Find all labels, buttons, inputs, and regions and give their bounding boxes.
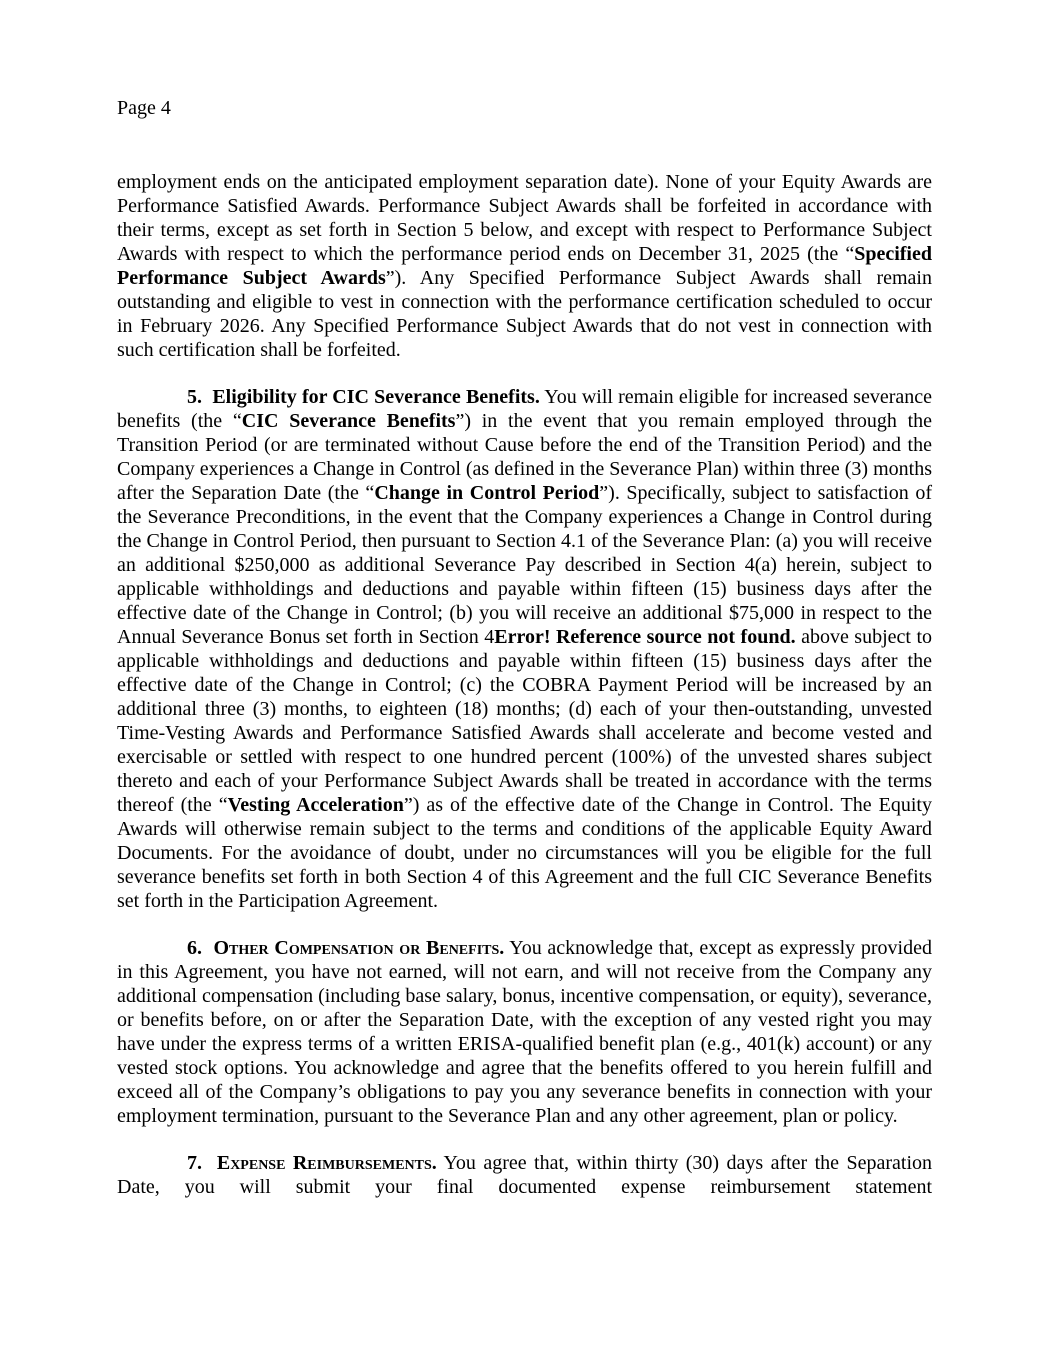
text-run: 7. [187, 1152, 217, 1174]
text-run: You will remain eligible for increased severance benefits (the “ [117, 386, 932, 432]
paragraph-equity-awards-continuation [117, 170, 932, 362]
text-run: You agree that, within thirty (30) days after the Separation Date, you will submit your final documented expense reimbursement statement [117, 1152, 933, 1198]
text-run: above subject to applicable withholdings and deductions and payable within fifteen (15) business days after the effective date of the Change in Control; (c) the COBRA Payment Period will be increased by an additional three (3) months, to eighteen (18) months; (d) each of your then-outstanding, unvested Time-Vesting Awards and Performance Satisfied Awards shall accelerate and become vested and exercisable or settled with respect to one hundred percent (100%) of the unvested shares subject thereto and each of your Performance Subject Awards shall be treated in accordance with the terms thereof (the “ [117, 626, 933, 816]
text-run: Expense Reimbursements. [216, 1152, 437, 1174]
paragraph-section-5-cic-severance-benefits [117, 385, 932, 913]
text-run: 5. Eligibility for CIC Severance Benefits. [187, 386, 540, 408]
document-body [117, 170, 932, 1199]
text-run: employment ends on the anticipated employment separation date). None of your Equity Awards are Performance Satisfied Awards. Performance Subject Awards shall be forfeited in accordance with their terms, except as set forth in Section 5 below, and except with respect to Performance Subject Awards with respect to which the performance period ends on December 31, 2025 (the “ [117, 171, 932, 265]
text-run: ”) as of the effective date of the Change in Control. The Equity Awards will otherwise remain subject to the terms and conditions of the applicable Equity Award Documents. For the avoidance of doubt, under no circumstances will you be eligible for the full severance benefits set forth in both Section 4 of this Agreement and the full CIC Severance Benefits set forth in the Participation Agreement. [117, 794, 932, 912]
text-run: Other Compensation or Benefits. [213, 937, 505, 959]
text-run: Vesting Acceleration [227, 794, 404, 816]
text-run: ”) in the event that you remain employed through the Transition Period (or are terminated without Cause before the end of the Transition Period) and the Company experiences a Change in Control (as defined in the Severance Plan) within three (3) months after the Separation Date (the “ [117, 410, 933, 504]
paragraph-section-7-expense-reimbursements [117, 1151, 932, 1199]
text-run: Error! Reference source not found. [494, 626, 796, 648]
text-run: ”). Specifically, subject to satisfaction of the Severance Preconditions, in the event that the Company experiences a Change in Control during the Change in Control Period, then pursuant to Section 4.1 of the Severance Plan: (a) you will receive an additional $250,000 as additional Severance Pay described in Section 4(a) herein, subject to applicable withholdings and deductions and payable within fifteen (15) business days after the effective date of the Change in Control; (b) you will receive an additional $75,000 in respect to the Annual Severance Bonus set forth in Section 4 [117, 482, 932, 648]
paragraph-section-6-other-compensation-or-benefits [117, 936, 932, 1128]
text-run: ”). Any Specified Performance Subject Awards shall remain outstanding and eligible to vest in connection with the performance certification scheduled to occur in February 2026. Any Specified Performance Subject Awards that do not vest in connection with such certification shall be forfeited. [117, 267, 932, 361]
text-run: CIC Severance Benefits [241, 410, 456, 432]
text-run: 6. [187, 937, 214, 959]
text-run: Specified Performance Subject Awards [117, 243, 932, 289]
page-number-label: Page 4 [117, 97, 171, 119]
text-run: You acknowledge that, except as expressly provided in this Agreement, you have not earned, will not earn, and will not receive from the Company any additional compensation (including base salary, bonus, incentive compensation, or equity), severance, or benefits before, on or after the Separation Date, with the exception of any vested right you may have under the express terms of a written ERISA-qualified benefit plan (e.g., 401(k) account) or any vested stock options. You acknowledge and agree that the benefits offered to you herein fulfill and exceed all of the Company’s obligations to pay you any severance benefits in connection with your employment termination, pursuant to the Severance Plan and any other agreement, plan or policy. [117, 937, 932, 1127]
text-run: Change in Control Period [374, 482, 600, 504]
